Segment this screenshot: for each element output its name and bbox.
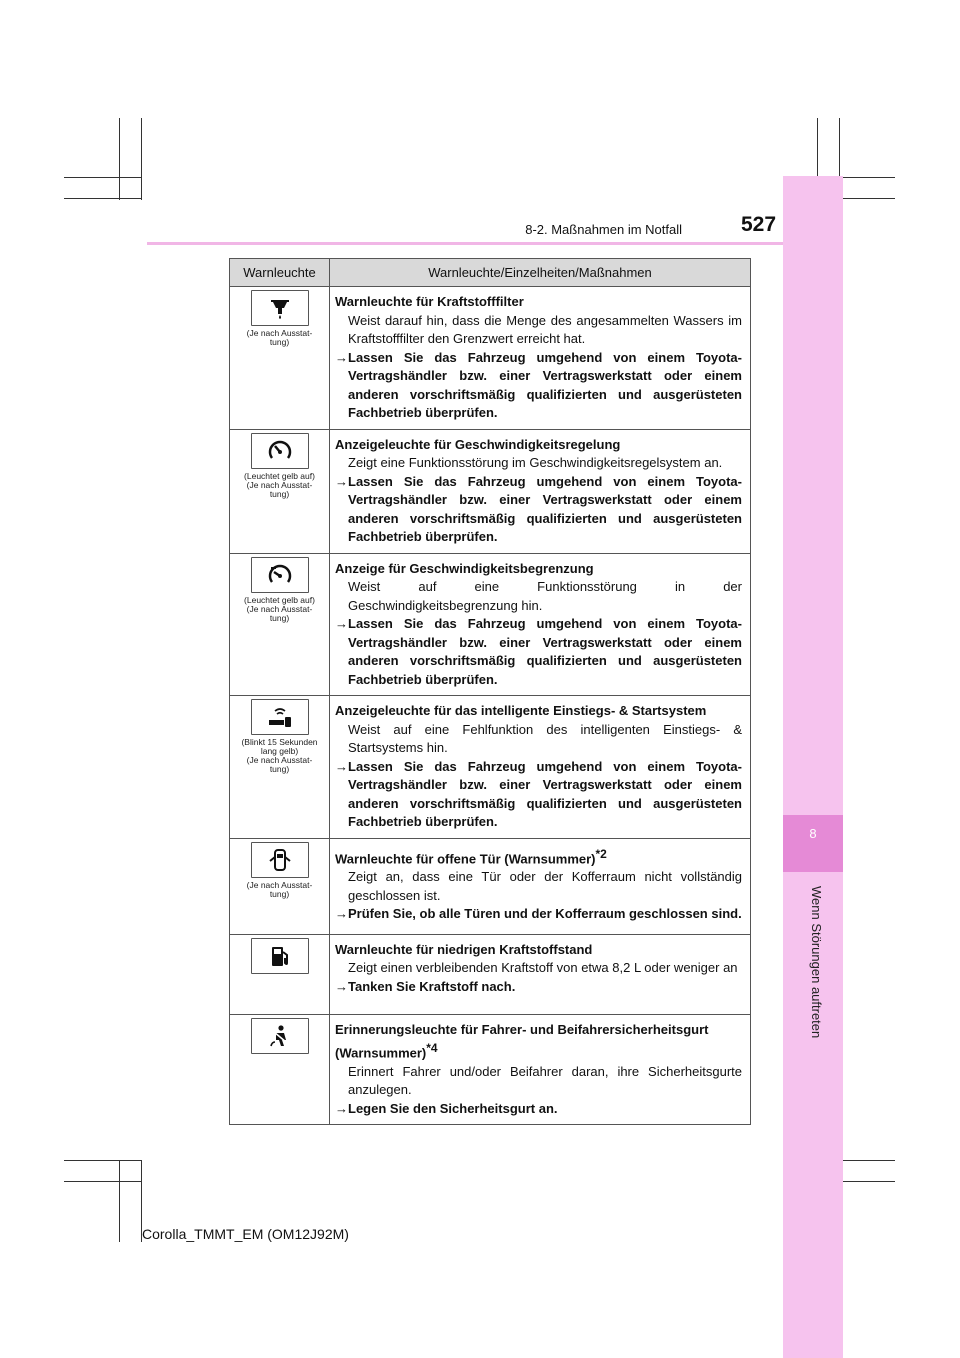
arrow-icon: → [335,758,348,774]
row-title: Anzeigeleuchte für Geschwindigkeitsregelung [335,436,621,452]
row-body: Weist auf eine Fehlfunktion des intelligenten Einstiegs- & Startsystems hin. [348,721,742,755]
row-action: →Lassen Sie das Fahrzeug umgehend von einem Toyota-Vertragshändler bzw. einer Vertragswerkstatt oder einem anderen vorschriftsmäßig qualifizierten und ausgerüsteten Fachbetrieb überprüfen. [335,616,742,687]
crop-mark [119,1160,120,1242]
indicator-cell [230,696,330,839]
details-cell [330,838,751,934]
footnote-ref: *2 [595,846,607,861]
indicator-note: (Leuchtet gelb auf) (Je nach Ausstat- tung) [244,594,315,623]
cruise-control-icon [251,433,309,469]
row-body: Zeigt einen verbleibenden Kraftstoff von etwa 8,2 L oder weniger an [348,960,738,975]
row-action: →Lassen Sie das Fahrzeug umgehend von einem Toyota-Vertragshändler bzw. einer Vertragswerkstatt oder einem anderen vorschriftsmäßig qualifizierten und ausgerüsteten Fachbetrieb überprüfen. [335,349,742,420]
table-row [230,287,751,430]
warning-light-table [229,258,751,1125]
section-title: 8-2. Maßnahmen im Notfall [525,222,682,237]
row-action: →Lassen Sie das Fahrzeug umgehend von einem Toyota-Vertragshändler bzw. einer Vertragswerkstatt oder einem anderen vorschriftsmäßig qualifizierten und ausgerüsteten Fachbetrieb überprüfen. [335,758,742,829]
fuel-pump-icon [251,938,309,974]
fuel-filter-icon [251,290,309,326]
details-cell [330,429,751,553]
crop-mark [64,1181,142,1182]
seatbelt-icon [251,1018,309,1054]
details-cell [330,1014,751,1125]
crop-mark [119,118,120,200]
details-cell [330,696,751,839]
table-row [230,696,751,839]
chapter-title: Wenn Störungen auftreten [809,886,824,1039]
arrow-icon: → [335,1100,348,1116]
column-header-details: Warnleuchte/Einzelheiten/Maßnahmen [330,259,751,287]
table-row [230,553,751,696]
table-row [230,838,751,934]
indicator-note: (Je nach Ausstat- tung) [246,879,313,899]
indicator-cell [230,287,330,430]
table-row [230,934,751,1014]
indicator-note: (Blinkt 15 Sekunden lang gelb) (Je nach Ausstat- tung) [241,737,318,774]
crop-mark [141,118,142,200]
footnote-ref: *4 [426,1041,438,1055]
table-row [230,1014,751,1125]
indicator-cell [230,838,330,934]
arrow-icon: → [335,978,348,994]
details-cell [330,934,751,1014]
row-action: →Legen Sie den Sicherheitsgurt an. [335,1100,742,1119]
indicator-note: (Leuchtet gelb auf) (Je nach Ausstat- tung) [244,470,315,499]
arrow-icon: → [335,349,348,365]
smart-key-icon [251,699,309,735]
chapter-tab [783,815,843,872]
speed-limiter-icon [251,557,309,593]
indicator-note: (Je nach Ausstat- tung) [246,328,313,347]
row-action: →Lassen Sie das Fahrzeug umgehend von einem Toyota-Vertragshändler bzw. einer Vertragswerkstatt oder einem anderen vorschriftsmäßig qualifizierten und ausgerüsteten Fachbetrieb überprüfen. [335,473,742,544]
row-action: →Tanken Sie Kraftstoff nach. [335,978,742,997]
crop-mark [64,177,142,178]
row-body: Zeigt an, dass eine Tür oder der Kofferraum nicht vollständig geschlossen ist. [348,869,742,903]
details-cell [330,553,751,696]
indicator-cell [230,1014,330,1125]
row-title: Anzeigeleuchte für das intelligente Einstiegs- & Startsystem [335,703,707,718]
row-title: Erinnerungsleuchte für Fahrer- und Beifahrersicherheitsgurt (Warnsummer)$^{*4}$ [335,1021,709,1061]
indicator-cell [230,553,330,696]
chapter-number: 8 [809,826,817,841]
table-row [230,429,751,553]
arrow-icon: → [335,616,348,631]
row-title: Anzeige für Geschwindigkeitsbegrenzung [335,560,594,576]
table-header-row [230,259,751,287]
details-cell [330,287,751,430]
header-rule [147,242,783,245]
arrow-icon: → [335,473,348,489]
row-body: Weist darauf hin, dass die Menge des angesammelten Wassers im Kraftstofffilter den Grenzwert erreicht hat. [348,312,742,346]
row-action: →Prüfen Sie, ob alle Türen und der Kofferraum geschlossen sind. [335,905,742,924]
row-title: Warnleuchte für offene Tür (Warnsummer)$^{*2}$ [335,846,607,866]
indicator-cell [230,934,330,1014]
row-title: Warnleuchte für niedrigen Kraftstoffstand [335,941,593,957]
indicator-cell [230,429,330,553]
page-number: 527 [741,213,777,236]
crop-mark [64,198,142,199]
row-body: Weist auf eine Funktionsstörung in der Geschwindigkeitsbegrenzung hin. [348,579,742,613]
row-title: Warnleuchte für Kraftstofffilter [335,294,524,309]
chapter-sidebar [783,176,843,1358]
crop-mark [64,1160,142,1161]
document-id: Corolla_TMMT_EM (OM12J92M) [142,1226,349,1242]
row-body: Zeigt eine Funktionsstörung im Geschwindigkeitsregelsystem an. [348,455,723,470]
row-body: Erinnert Fahrer und/oder Beifahrer daran, ihre Sicherheitsgurte anzulegen. [348,1063,742,1098]
open-door-icon [251,842,309,878]
column-header-indicator: Warnleuchte [230,259,330,287]
arrow-icon: → [335,906,348,922]
